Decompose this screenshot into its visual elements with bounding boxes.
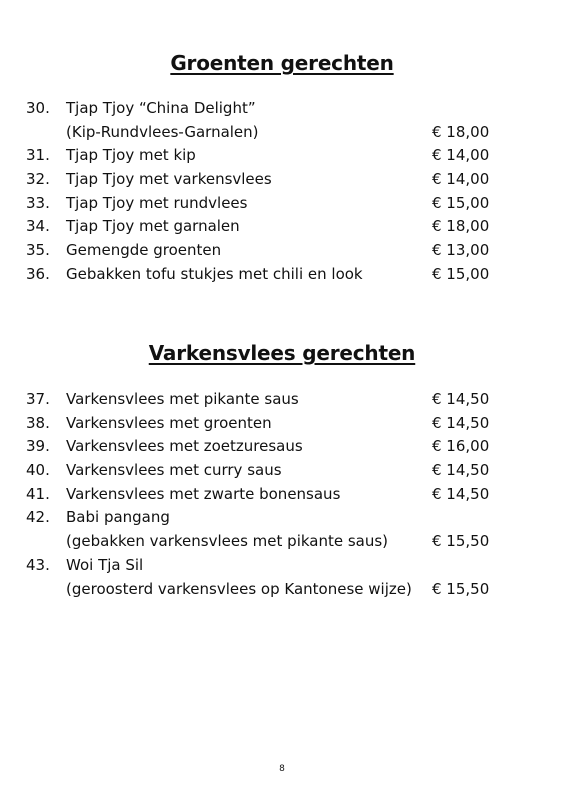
item-number: 33. — [26, 193, 50, 212]
item-name: Gemengde groenten — [66, 241, 222, 260]
item-name: Tjap Tjoy met varkensvlees — [66, 170, 272, 189]
item-price: € 14,00 — [432, 170, 490, 189]
menu-list-varkensvlees — [0, 388, 564, 601]
item-name: Babi pangang — [66, 508, 170, 527]
section-title-groenten: Groenten gerechten — [170, 51, 394, 75]
item-number: 43. — [26, 555, 50, 574]
item-price: € 14,50 — [432, 484, 490, 503]
item-price: € 15,50 — [432, 579, 490, 598]
item-number: 30. — [26, 99, 50, 117]
page-number: 8 — [279, 764, 285, 774]
item-price: € 15,00 — [432, 193, 490, 212]
menu-item — [0, 144, 564, 168]
item-price: € 14,50 — [432, 390, 490, 408]
menu-item — [0, 97, 564, 121]
item-price: € 14,50 — [432, 461, 490, 480]
item-price: € 16,00 — [432, 437, 490, 456]
item-number: 31. — [26, 146, 50, 165]
item-number: 37. — [26, 390, 50, 408]
menu-list-groenten — [0, 97, 564, 287]
item-name: Varkensvlees met curry saus — [66, 461, 282, 480]
section-title-varkensvlees: Varkensvlees gerechten — [148, 341, 416, 365]
item-number: 35. — [26, 241, 50, 260]
item-number: 42. — [26, 508, 50, 527]
item-name: Woi Tja Sil — [66, 555, 144, 574]
item-price: € 18,00 — [432, 122, 490, 141]
item-price: € 14,50 — [432, 413, 490, 432]
menu-item — [0, 459, 564, 483]
item-name: Varkensvlees met groenten — [66, 413, 272, 432]
menu-item — [0, 483, 564, 507]
item-name: Tjap Tjoy “China Delight” — [66, 99, 256, 117]
item-number: 39. — [26, 437, 50, 456]
menu-item — [0, 239, 564, 263]
item-name: Tjap Tjoy met garnalen — [66, 217, 240, 236]
menu-item-description-line — [0, 530, 564, 554]
item-price: € 14,00 — [432, 146, 490, 165]
menu-item — [0, 435, 564, 459]
menu-item — [0, 263, 564, 287]
menu-item — [0, 554, 564, 578]
menu-item — [0, 506, 564, 530]
item-name: Tjap Tjoy met rundvlees — [66, 193, 248, 212]
item-price: € 13,00 — [432, 241, 490, 260]
menu-item — [0, 215, 564, 239]
menu-item — [0, 412, 564, 436]
item-name: Gebakken tofu stukjes met chili en look — [66, 264, 363, 283]
menu-item — [0, 192, 564, 216]
item-description: (gebakken varkensvlees met pikante saus) — [66, 532, 389, 551]
item-name: Varkensvlees met zoetzuresaus — [66, 437, 303, 456]
item-description: (Kip-Rundvlees-Garnalen) — [66, 122, 259, 141]
item-price: € 15,00 — [432, 264, 490, 283]
menu-item-description-line — [0, 121, 564, 145]
menu-item — [0, 168, 564, 192]
item-number: 36. — [26, 264, 50, 283]
item-number: 32. — [26, 170, 50, 189]
menu-item — [0, 388, 564, 412]
menu-item-description-line — [0, 578, 564, 602]
item-number: 41. — [26, 484, 50, 503]
item-price: € 15,50 — [432, 532, 490, 551]
item-name: Tjap Tjoy met kip — [66, 146, 196, 165]
item-price: € 18,00 — [432, 217, 490, 236]
item-description: (geroosterd varkensvlees op Kantonese wijze) — [66, 579, 412, 598]
item-name: Varkensvlees met zwarte bonensaus — [66, 484, 341, 503]
item-number: 38. — [26, 413, 50, 432]
item-name: Varkensvlees met pikante saus — [66, 390, 299, 408]
item-number: 34. — [26, 217, 50, 236]
item-number: 40. — [26, 461, 50, 480]
